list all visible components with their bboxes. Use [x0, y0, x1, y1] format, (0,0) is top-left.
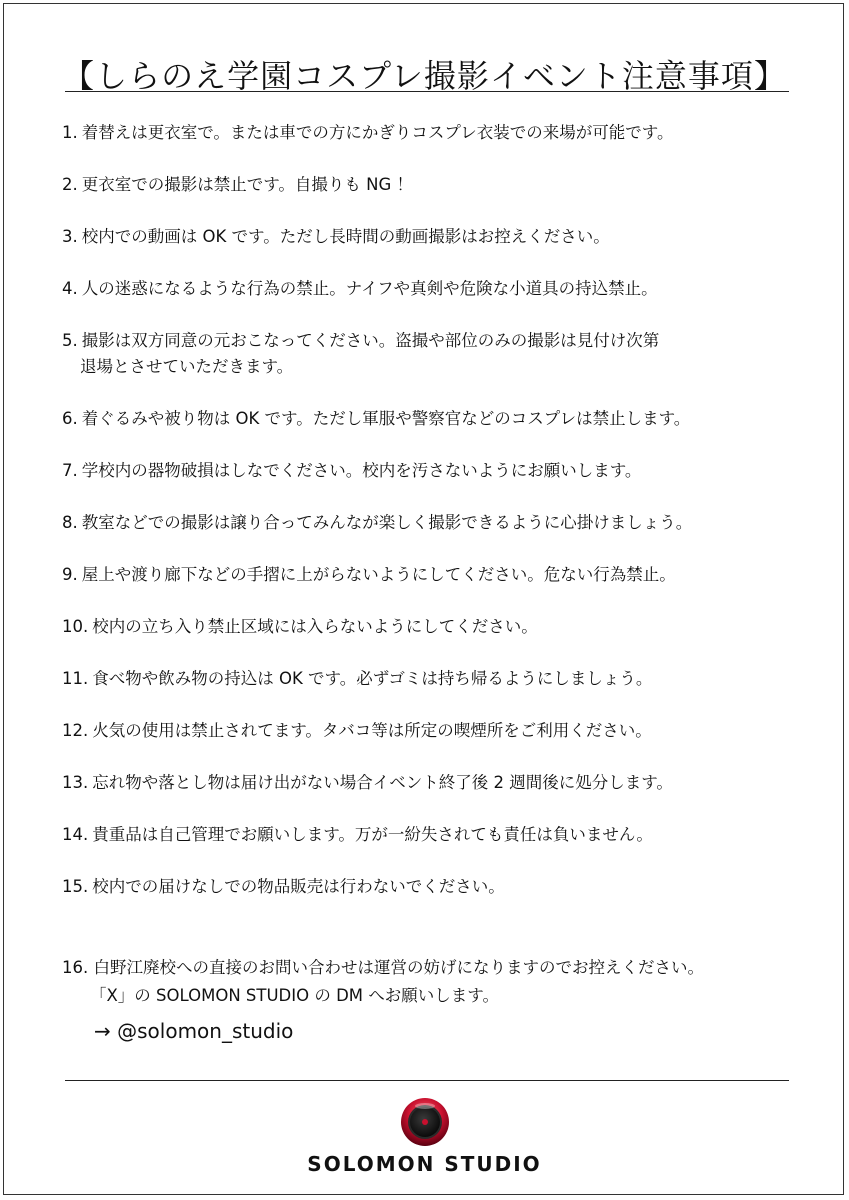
rule-item: [62, 276, 802, 302]
solomon-studio-logo-icon: [400, 1097, 450, 1147]
rule-text: 忘れ物や落とし物は届け出がない場合イベント終了後 2 週間後に処分します。: [92, 773, 673, 792]
rule-item: [62, 614, 802, 640]
rule-number: 6.: [62, 409, 78, 428]
rule-item: [62, 770, 802, 796]
rules-list: [62, 120, 802, 926]
footer-divider: [65, 1080, 789, 1081]
contact-text: 白野江廃校への直接のお問い合わせは運営の妨げになりますのでお控えください。: [93, 958, 704, 977]
rule-item: [62, 328, 802, 380]
rule-text: 食べ物や飲み物の持込は OK です。必ずゴミは持ち帰るようにしましょう。: [92, 669, 653, 688]
contact-line-1: [62, 955, 802, 981]
rule-text: 屋上や渡り廊下などの手摺に上がらないようにしてください。危ない行為禁止。: [81, 565, 676, 584]
rule-text: 着ぐるみや被り物は OK です。ただし軍服や警察官などのコスプレは禁止します。: [81, 409, 691, 428]
contact-number: 16.: [62, 958, 89, 977]
rule-item: [62, 562, 802, 588]
rule-text: 貴重品は自己管理でお願いします。万が一紛失されても責任は負いません。: [92, 825, 653, 844]
rule-number: 12.: [62, 721, 89, 740]
rule-text-continued: 退場とさせていただきます。: [80, 357, 294, 376]
rule-item: [62, 666, 802, 692]
rule-item: [62, 718, 802, 744]
rule-number: 15.: [62, 877, 89, 896]
rule-number: 1.: [62, 123, 78, 142]
rule-text: 火気の使用は禁止されてます。タバコ等は所定の喫煙所をご利用ください。: [92, 721, 652, 740]
rule-item: [62, 458, 802, 484]
rule-text: 教室などでの撮影は譲り合ってみんなが楽しく撮影できるように心掛けましょう。: [81, 513, 693, 532]
title-divider: [65, 91, 789, 92]
rule-number: 5.: [62, 331, 78, 350]
rule-text: 校内での動画は OK です。ただし長時間の動画撮影はお控えください。: [81, 227, 610, 246]
rule-item: [62, 224, 802, 250]
brand-name: SOLOMON STUDIO: [307, 1152, 542, 1176]
rule-number: 14.: [62, 825, 89, 844]
rule-number: 11.: [62, 669, 89, 688]
rule-text: 人の迷惑になるような行為の禁止。ナイフや真剣や危険な小道具の持込禁止。: [81, 279, 658, 298]
rule-number: 2.: [62, 175, 78, 194]
rule-number: 10.: [62, 617, 89, 636]
rule-item: [62, 822, 802, 848]
rule-number: 8.: [62, 513, 78, 532]
rule-item: [62, 510, 802, 536]
rule-item: [62, 172, 802, 198]
contact-note: [62, 955, 802, 1051]
rule-number: 4.: [62, 279, 78, 298]
rule-text: 着替えは更衣室で。または車での方にかぎりコスプレ衣装での来場が可能です。: [81, 123, 674, 142]
rule-number: 7.: [62, 461, 78, 480]
page-title: 【しらのえ学園コスプレ撮影イベント注意事項】: [62, 57, 787, 96]
rule-number: 13.: [62, 773, 89, 792]
rule-text: 校内の立ち入り禁止区域には入らないようにしてください。: [92, 617, 538, 636]
rule-text: 更衣室での撮影は禁止です。自撮りも NG ！: [81, 175, 414, 194]
rule-text: 学校内の器物破損はしなでください。校内を汚さないようにお願いします。: [81, 461, 642, 480]
rule-text: 校内での届けなしでの物品販売は行わないでください。: [92, 877, 505, 896]
rule-text: 撮影は双方同意の元おこなってください。盗撮や部位のみの撮影は見付け次第: [81, 331, 660, 350]
contact-line-2: 「X」の SOLOMON STUDIO の DM へお願いします。: [90, 986, 499, 1005]
rule-item: [62, 874, 802, 900]
rule-item: [62, 406, 802, 432]
rule-number: 3.: [62, 227, 78, 246]
rule-number: 9.: [62, 565, 78, 584]
contact-handle[interactable]: → @solomon_studio: [94, 1019, 294, 1043]
rule-item: [62, 120, 802, 146]
